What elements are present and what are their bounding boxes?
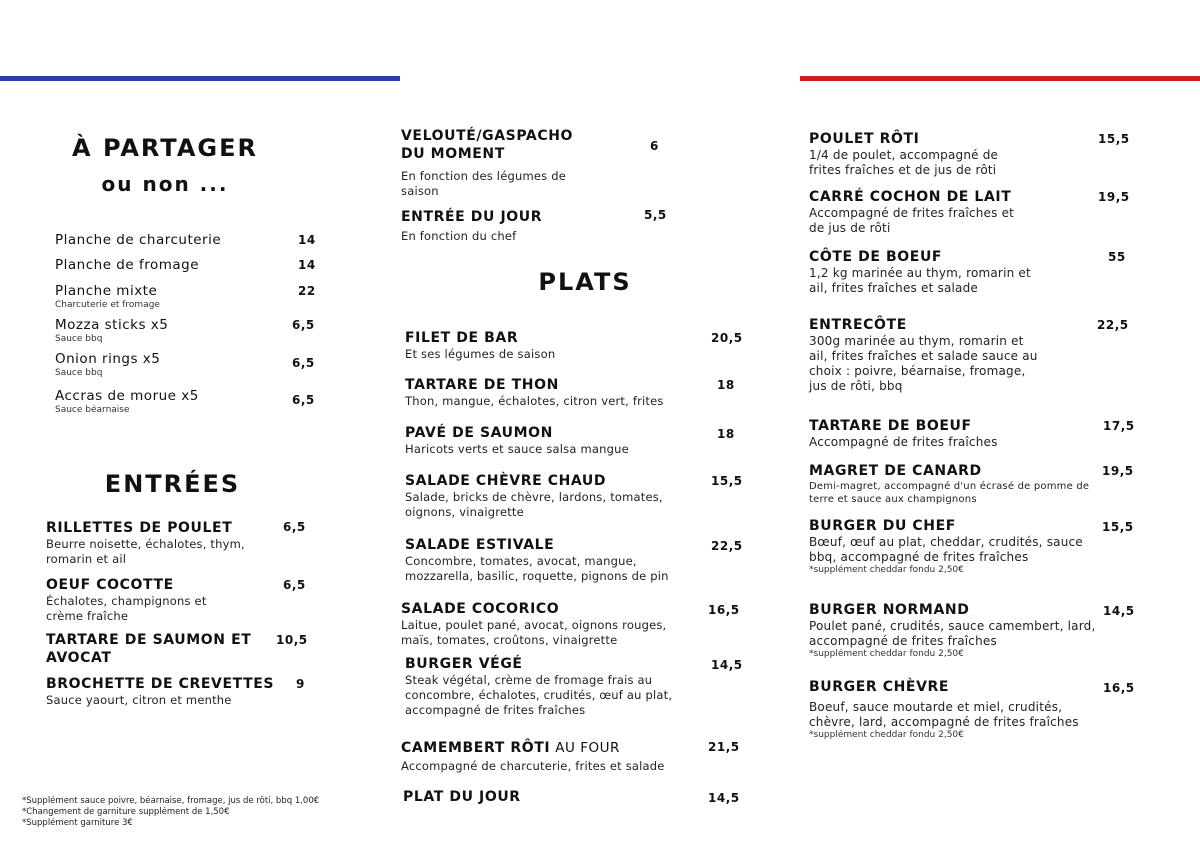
red-stripe (800, 76, 1200, 81)
item-desc: En fonction du chef (401, 229, 517, 243)
item-desc: Laitue, poulet pané, avocat, oignons rouges, maïs, tomates, croûtons, vinaigrette (401, 618, 667, 647)
item-name: CÔTE DE BOEUF (809, 249, 943, 265)
item-desc: Accompagné de charcuterie, frites et salade (401, 759, 665, 773)
item-name: Planche de charcuterie (55, 232, 222, 248)
list-item (405, 329, 695, 362)
list-item (809, 417, 1039, 450)
footnote: *Supplément sauce poivre, béarnaise, fromage, jus de rôti, bbq 1,00€ (22, 796, 320, 806)
list-item (809, 601, 1099, 660)
item-desc: Steak végétal, crème de fromage frais au concombre, échalotes, crudités, œuf au plat, accompagné de frites fraîches (405, 673, 673, 717)
item-name: BURGER VÉGÉ (405, 656, 523, 672)
item-name: BROCHETTE DE CREVETTES (46, 676, 275, 692)
list-item (405, 472, 695, 520)
blue-stripe (0, 76, 400, 81)
list-item (809, 248, 1039, 296)
list-item (401, 127, 581, 199)
item-name-suffix: AU FOUR (555, 740, 620, 756)
item-price: 14,5 (708, 791, 740, 805)
item-price: 14,5 (711, 658, 743, 672)
list-item (809, 188, 1029, 236)
item-desc: 1,2 kg marinée au thym, romarin et ail, frites fraîches et salade (809, 266, 1031, 295)
item-name: Planche mixte (55, 283, 158, 299)
item-price: 55 (1108, 250, 1126, 264)
list-item (46, 576, 236, 624)
list-item (405, 655, 695, 718)
item-name: POULET RÔTI (809, 131, 920, 147)
item-price: 6,5 (283, 520, 306, 534)
list-item (55, 256, 199, 274)
item-name: BURGER CHÈVRE (809, 679, 950, 695)
item-note: *supplément cheddar fondu 2,50€ (809, 649, 964, 659)
item-name: CARRÉ COCHON DE LAIT (809, 189, 1012, 205)
item-desc: Salade, bricks de chèvre, lardons, tomates, oignons, vinaigrette (405, 490, 663, 519)
item-price: 6,5 (283, 578, 306, 592)
item-price: 18 (717, 378, 735, 392)
item-name: Planche de fromage (55, 257, 200, 273)
plats-title: PLATS (538, 268, 632, 296)
list-item (46, 631, 256, 667)
list-item (405, 376, 695, 409)
item-name: Mozza sticks x5 (55, 317, 169, 333)
item-desc: Accompagné de frites fraîches (809, 435, 998, 449)
item-name: SALADE CHÈVRE CHAUD (405, 473, 607, 489)
item-note: *supplément cheddar fondu 2,50€ (809, 565, 964, 575)
list-item (55, 350, 160, 379)
item-desc: Demi-magret, accompagné d'un écrasé de pomme de terre et sauce aux champignons (809, 481, 1090, 505)
item-name: PAVÉ DE SAUMON (405, 425, 553, 441)
item-price: 9 (296, 677, 305, 691)
list-item (809, 462, 1094, 506)
item-price: 6,5 (292, 318, 315, 332)
item-name: SALADE COCORICO (401, 601, 560, 617)
item-price: 6,5 (292, 393, 315, 407)
footnote: *Changement de garniture supplément de 1,50€ (22, 807, 230, 817)
item-price: 19,5 (1102, 464, 1134, 478)
item-desc: Charcuterie et fromage (55, 300, 160, 310)
item-name: CAMEMBERT RÔTI (401, 740, 551, 756)
item-name: MAGRET DE CANARD (809, 463, 982, 479)
item-name: PLAT DU JOUR (403, 789, 521, 805)
item-desc: Boeuf, sauce moutarde et miel, crudités, chèvre, lard, accompagné de frites fraîches (809, 700, 1079, 729)
list-item (401, 208, 621, 244)
item-name: VELOUTÉ/GASPACHO DU MOMENT (401, 128, 574, 162)
list-item (405, 536, 695, 584)
list-item (55, 231, 221, 249)
item-name: TARTARE DE SAUMON ET AVOCAT (46, 632, 252, 666)
item-name: SALADE ESTIVALE (405, 537, 555, 553)
item-desc: Thon, mangue, échalotes, citron vert, frites (405, 394, 664, 408)
item-name: Onion rings x5 (55, 351, 161, 367)
list-item (401, 600, 691, 648)
item-name: ENTRÉE DU JOUR (401, 209, 543, 225)
item-desc: Poulet pané, crudités, sauce camembert, lard, accompagné de frites fraîches (809, 619, 1096, 648)
item-price: 20,5 (711, 331, 743, 345)
item-name: RILLETTES DE POULET (46, 520, 233, 536)
list-item (809, 316, 1039, 394)
list-item (809, 678, 1094, 741)
item-name: ENTRECÔTE (809, 317, 907, 333)
entrees-title: ENTRÉES (104, 470, 241, 498)
item-desc: Sauce bbq (55, 334, 103, 344)
item-price: 16,5 (1103, 681, 1135, 695)
item-price: 22,5 (1097, 318, 1129, 332)
list-item (809, 130, 1029, 178)
item-desc: Sauce bbq (55, 368, 103, 378)
item-desc: Bœuf, œuf au plat, cheddar, crudités, sauce bbq, accompagné de frites fraîches (809, 535, 1083, 564)
partager-title: À PARTAGER (72, 134, 258, 162)
item-desc: Concombre, tomates, avocat, mangue, mozzarella, basilic, roquette, pignons de pin (405, 554, 669, 583)
item-price: 15,5 (1098, 132, 1130, 146)
partager-subtitle: ou non ... (101, 172, 229, 196)
item-price: 10,5 (276, 633, 308, 647)
item-desc: En fonction des légumes de saison (401, 169, 566, 198)
item-name: BURGER DU CHEF (809, 518, 956, 534)
item-price: 16,5 (708, 603, 740, 617)
item-price: 22 (298, 284, 316, 298)
item-price: 14 (298, 258, 316, 272)
item-price: 19,5 (1098, 190, 1130, 204)
list-item (55, 387, 199, 416)
list-item (46, 519, 266, 567)
item-name: FILET DE BAR (405, 330, 519, 346)
item-desc: Et ses légumes de saison (405, 347, 556, 361)
footnotes (22, 796, 319, 829)
item-desc: Haricots verts et sauce salsa mangue (405, 442, 629, 456)
item-name: TARTARE DE BOEUF (809, 418, 972, 434)
item-price: 14 (298, 233, 316, 247)
list-item (405, 424, 695, 457)
list-item (403, 788, 653, 806)
item-desc: Beurre noisette, échalotes, thym, romarin et ail (46, 537, 245, 566)
list-item (55, 316, 168, 345)
item-desc: Sauce béarnaise (55, 405, 130, 415)
item-price: 5,5 (644, 208, 667, 222)
item-desc: 300g marinée au thym, romarin et ail, frites fraîches et salade sauce au choix : poivre, béarnaise, fromage, jus de rôti, bbq (809, 334, 1038, 393)
item-desc: 1/4 de poulet, accompagné de frites fraîches et de jus de rôti (809, 148, 999, 177)
item-price: 22,5 (711, 539, 743, 553)
list-item (55, 282, 160, 311)
item-price: 6 (650, 139, 659, 153)
item-price: 21,5 (708, 740, 740, 754)
item-desc: Sauce yaourt, citron et menthe (46, 693, 232, 707)
list-item (46, 675, 286, 708)
item-name: TARTARE DE THON (405, 377, 559, 393)
item-desc: Accompagné de frites fraîches et de jus de rôti (809, 206, 1015, 235)
item-price: 15,5 (1102, 520, 1134, 534)
list-item (401, 737, 701, 774)
item-name: Accras de morue x5 (55, 388, 199, 404)
item-price: 15,5 (711, 474, 743, 488)
item-desc: Échalotes, champignons et crème fraîche (46, 594, 207, 623)
footnote: *Supplément garniture 3€ (22, 818, 133, 828)
item-price: 14,5 (1103, 604, 1135, 618)
item-name: OEUF COCOTTE (46, 577, 174, 593)
list-item (809, 517, 1094, 576)
item-price: 6,5 (292, 356, 315, 370)
item-price: 17,5 (1103, 419, 1135, 433)
item-price: 18 (717, 427, 735, 441)
item-note: *supplément cheddar fondu 2,50€ (809, 730, 964, 740)
item-name: BURGER NORMAND (809, 602, 970, 618)
